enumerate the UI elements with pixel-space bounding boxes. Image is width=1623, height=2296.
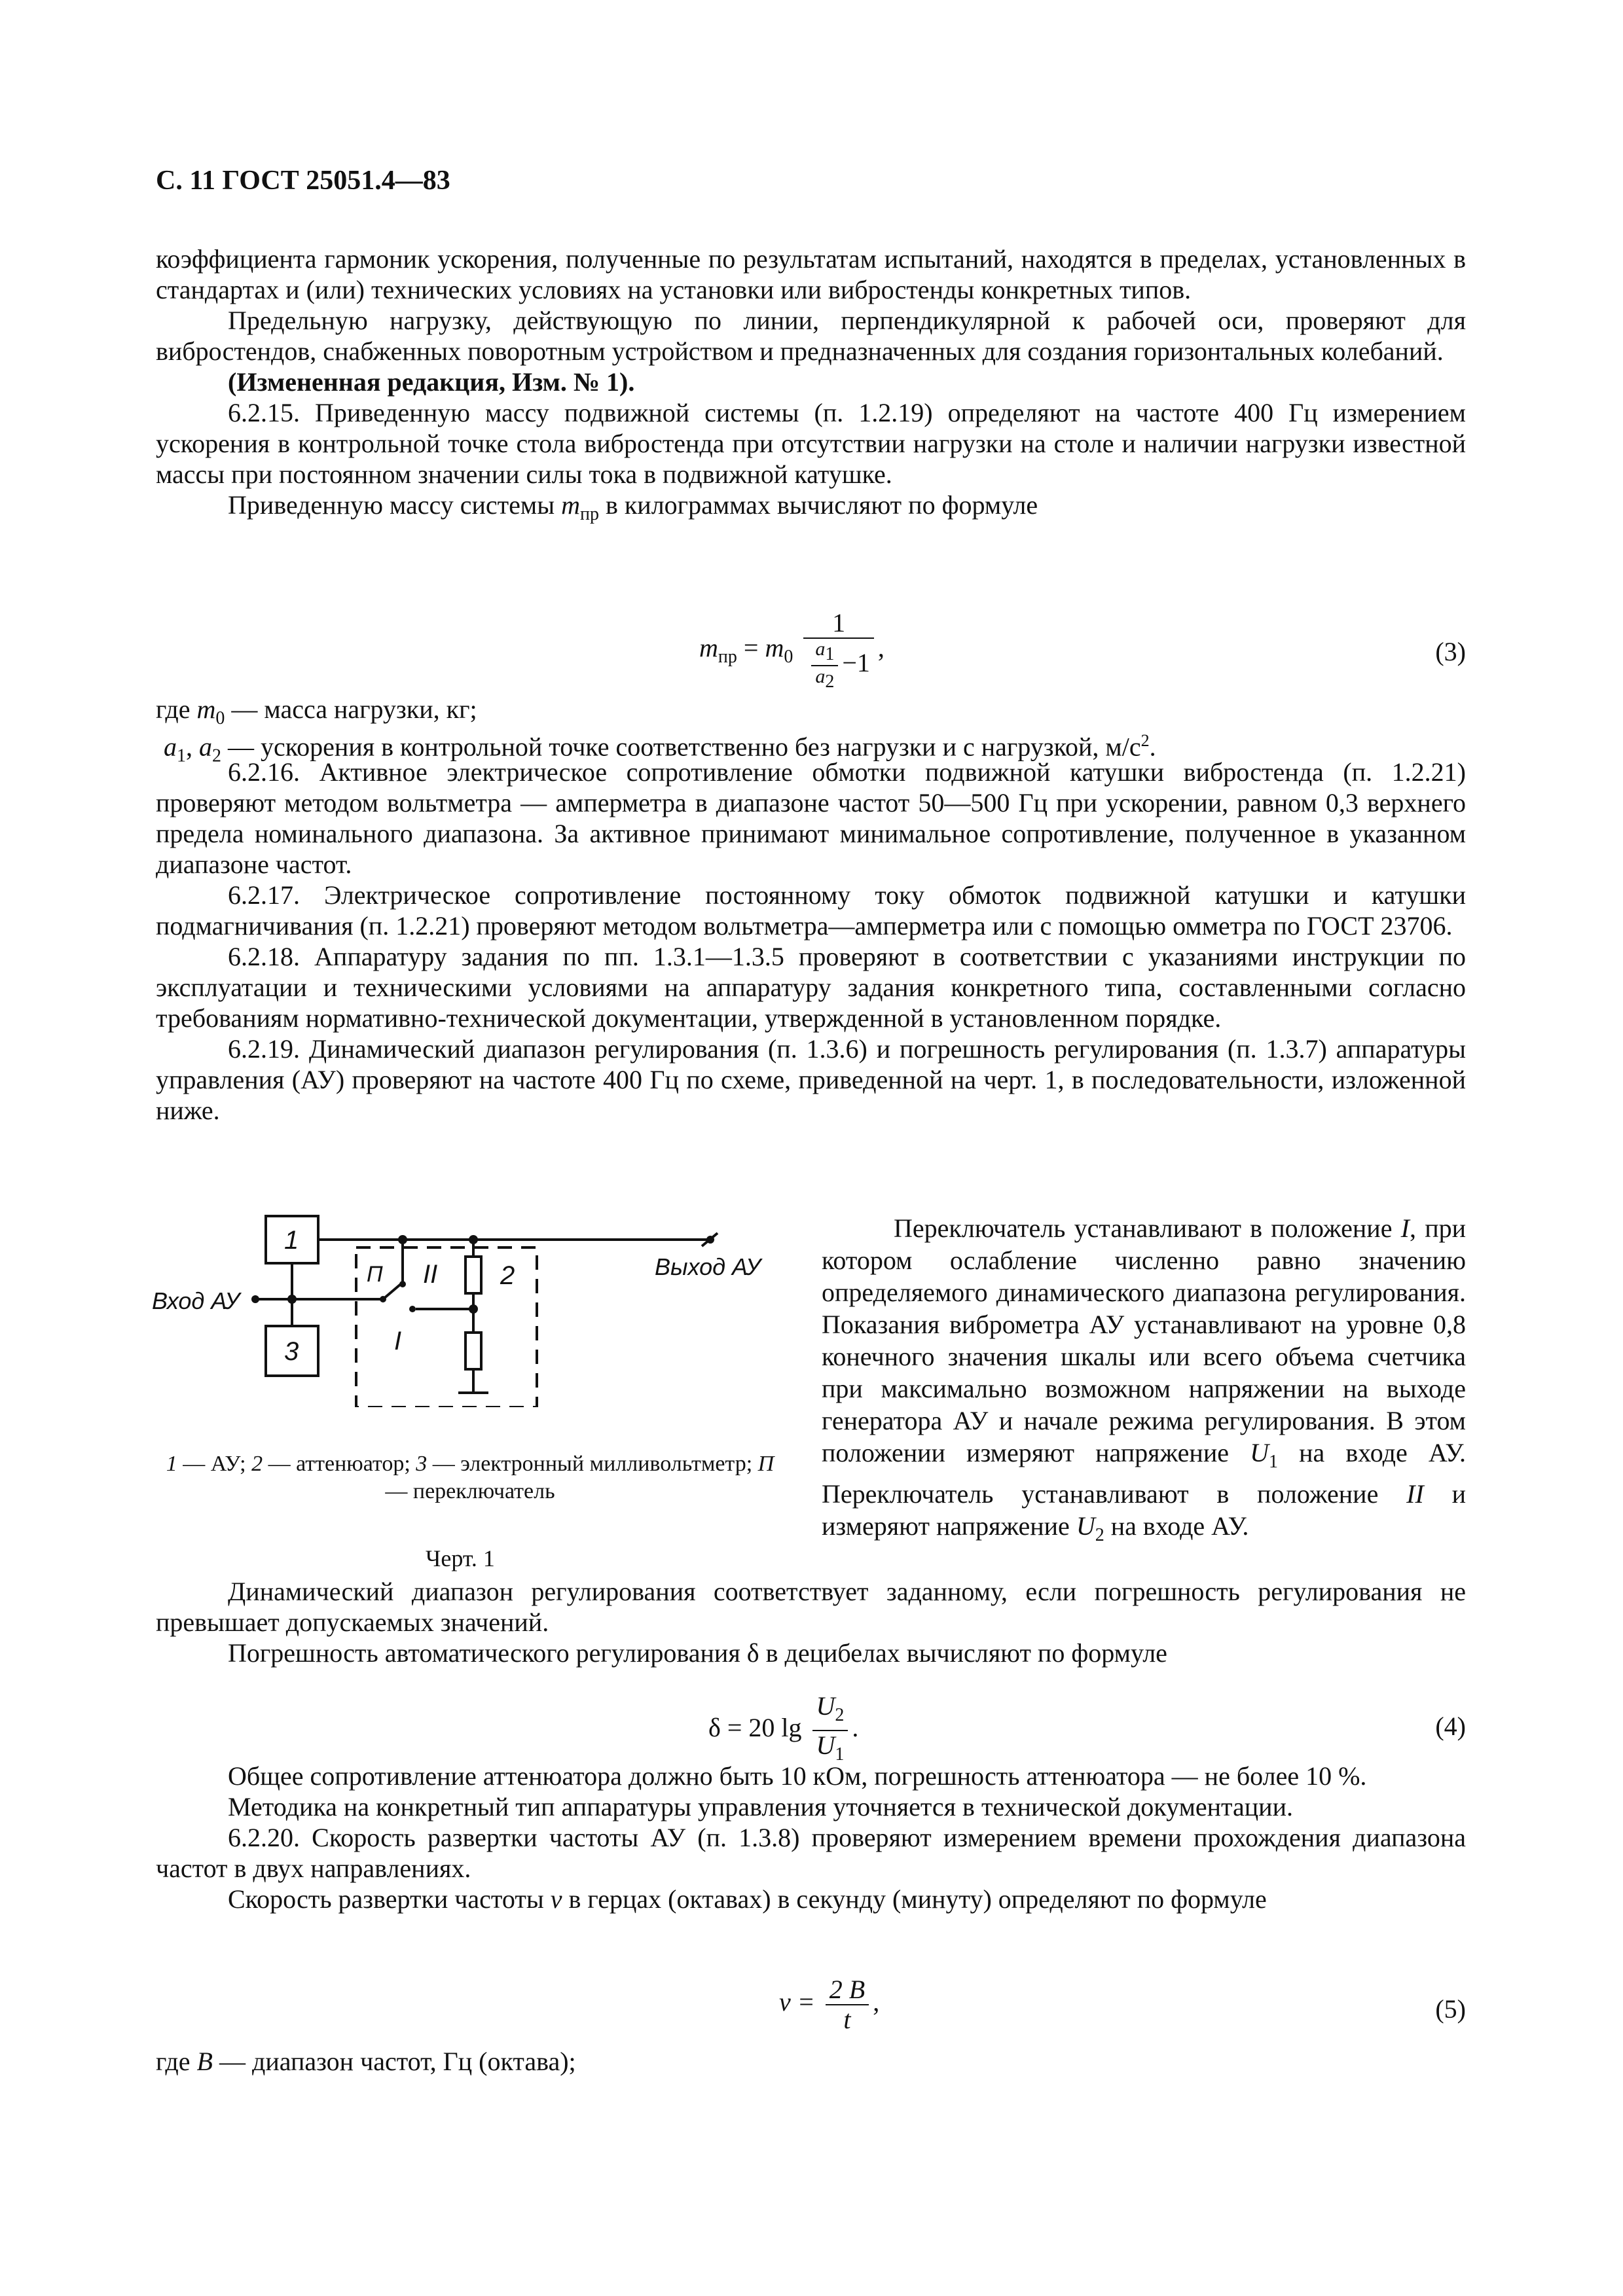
where-3-accel: $a_1$, $a_2$ — ускорения в контрольной точке соответственно без нагрузки и с нагрузкой, $м/с^2$.: [164, 731, 1156, 766]
formula-5-fraction: $\frac{2 B}{t}$: [826, 1975, 869, 2034]
formula-4: δ = 20 lg $\frac{U_2}{U_1}$ .: [708, 1692, 858, 1769]
resistor-lower: [465, 1333, 481, 1369]
block-1-label: 1: [284, 1226, 299, 1255]
paragraph-dynamic-range: Динамический диапазон регулирования соответствует заданному, если погрешность регулирования не превышает допускаемых значений.: [156, 1577, 1466, 1637]
paragraph-load: Предельную нагрузку, действующую по линии, перпендикулярной к рабочей оси, проверяют для вибростендов, снабженных поворотным устройством и предназначенных для создания горизонтальных колебаний.: [156, 306, 1466, 366]
paragraph-6-2-16: 6.2.16. Активное электрическое сопротивление обмотки подвижной катушки вибростенда (п. 1.2.21) проверяют методом вольтметра — амперметра в диапазоне частот 50—500 Гц при ускорении, равном 0,3 верхнего предела номинального диапазона. За активное принимают минимальное сопротивление, полученное в указанном диапазоне частот.: [156, 757, 1466, 879]
amendment-note: (Измененная редакция, Изм. № 1).: [228, 367, 635, 397]
formula-3: $m_{пр} = m_0$ 1 $\frac{a_1}{a_2}$ −1 ,: [699, 608, 884, 692]
text-block-middle: [156, 757, 1466, 1126]
block-2-label: 2: [500, 1261, 515, 1290]
paragraph-6-2-20: 6.2.20. Скорость развертки частоты АУ (п. 1.3.8) проверяют измерением времени прохождения диапазона частот в двух направлениях.: [156, 1823, 1466, 1883]
paragraph-speed-intro: Скорость развертки частоты v в герцах (октавах) в секунду (минуту) определяют по формуле: [228, 1884, 1267, 1914]
paragraph-method: Методика на конкретный тип аппаратуры управления уточняется в технической документации.: [228, 1792, 1293, 1821]
paragraph-mass-intro: Приведенную массу системы $m_{пр}$ в килограммах вычисляют по формуле: [228, 490, 1038, 524]
switch-pos-I: I: [394, 1327, 402, 1355]
figure-label: Черт. 1: [426, 1545, 495, 1571]
text-block-bottom: [156, 1761, 1466, 1914]
formula-3-fraction: 1 $\frac{a_1}{a_2}$ −1: [803, 609, 874, 692]
circuit-diagram: [144, 1204, 799, 1407]
formula-4-fraction: $\frac{U_2}{U_1}$: [812, 1692, 848, 1769]
block-3-label: 3: [284, 1337, 299, 1366]
text-block-lower: [156, 1576, 1466, 1668]
where-3-mass: где $m_0$ — масса нагрузки, кг;: [156, 694, 477, 728]
formula-5-number: (5): [1435, 1994, 1466, 2024]
input-label: Вход АУ: [152, 1287, 240, 1314]
output-label: Выход АУ: [655, 1253, 761, 1280]
paragraph-error-intro: Погрешность автоматического регулирования δ в децибелах вычисляют по формуле: [228, 1638, 1167, 1668]
paragraph-6-2-19: 6.2.19. Динамический диапазон регулирования (п. 1.3.6) и погрешность регулирования (п. 1.3.7) аппаратуры управления (АУ) проверяют на частоте 400 Гц по схеме, приведенной на черт. 1, в последовательности, изложенной ниже.: [156, 1034, 1466, 1125]
resistor-upper: [465, 1257, 481, 1293]
paragraph-attenuator: Общее сопротивление аттенюатора должно быть 10 кОм, погрешность аттенюатора — не более 10 %.: [228, 1761, 1367, 1791]
switch-procedure-text: Переключатель устанавливают в положение I, при котором ослабление численно равно значению определяемого динамического диапазона регулирования. Показания виброметра АУ устанавливают на уровне 0,8 конечного значения шкалы или всего объема счетчика при максимально возможном напряжении на выходе генератора АУ и начале режима регулирования. В этом положении измеряют напряжение $U_1$ на входе АУ. Переключатель устанавливают в положение II и измеряют напряжение $U_2$ на входе АУ.: [822, 1213, 1467, 1545]
paragraph-6-2-15: 6.2.15. Приведенную массу подвижной системы (п. 1.2.19) определяют на частоте 400 Гц измерением ускорения в контрольной точке стола вибростенда при отсутствии нагрузки на столе и наличии нагрузки известной массы при постоянном значении силы тока в подвижной катушке.: [156, 398, 1466, 489]
switch-pos-II: II: [423, 1260, 438, 1289]
formula-5: v = $\frac{2 B}{t}$ ,: [779, 1975, 880, 2034]
diagram-caption: 1 — АУ; 2 — аттенюатор; 3 — электронный милливольтметр; П — переключатель: [166, 1452, 775, 1503]
paragraph-continuation: коэффициента гармоник ускорения, полученные по результатам испытаний, находятся в пределах, установленных в стандартах и (или) технических условиях на установки или вибростенды конкретных типов.: [156, 244, 1466, 304]
paragraph-6-2-17: 6.2.17. Электрическое сопротивление постоянному току обмоток подвижной катушки и катушки подмагничивания (п. 1.2.21) проверяют методом вольтметра—амперметра или с помощью омметра по ГОСТ 23706.: [156, 880, 1466, 941]
page-header: С. 11 ГОСТ 25051.4—83: [156, 166, 450, 196]
paragraph-6-2-18: 6.2.18. Аппаратуру задания по пп. 1.3.1—1.3.5 проверяют в соответствии с указаниями инструкции по эксплуатации и техническими условиями на аппаратуру задания конкретного типа, составленными согласно требованиям нормативно-технической документации, утвержденной в установленном порядке.: [156, 942, 1466, 1033]
formula-4-number: (4): [1435, 1712, 1466, 1741]
where-5-range: где B — диапазон частот, Гц (октава);: [156, 2047, 576, 2076]
text-block-top: [156, 243, 1466, 529]
switch-label: П: [367, 1262, 383, 1287]
formula-3-number: (3): [1435, 637, 1466, 666]
